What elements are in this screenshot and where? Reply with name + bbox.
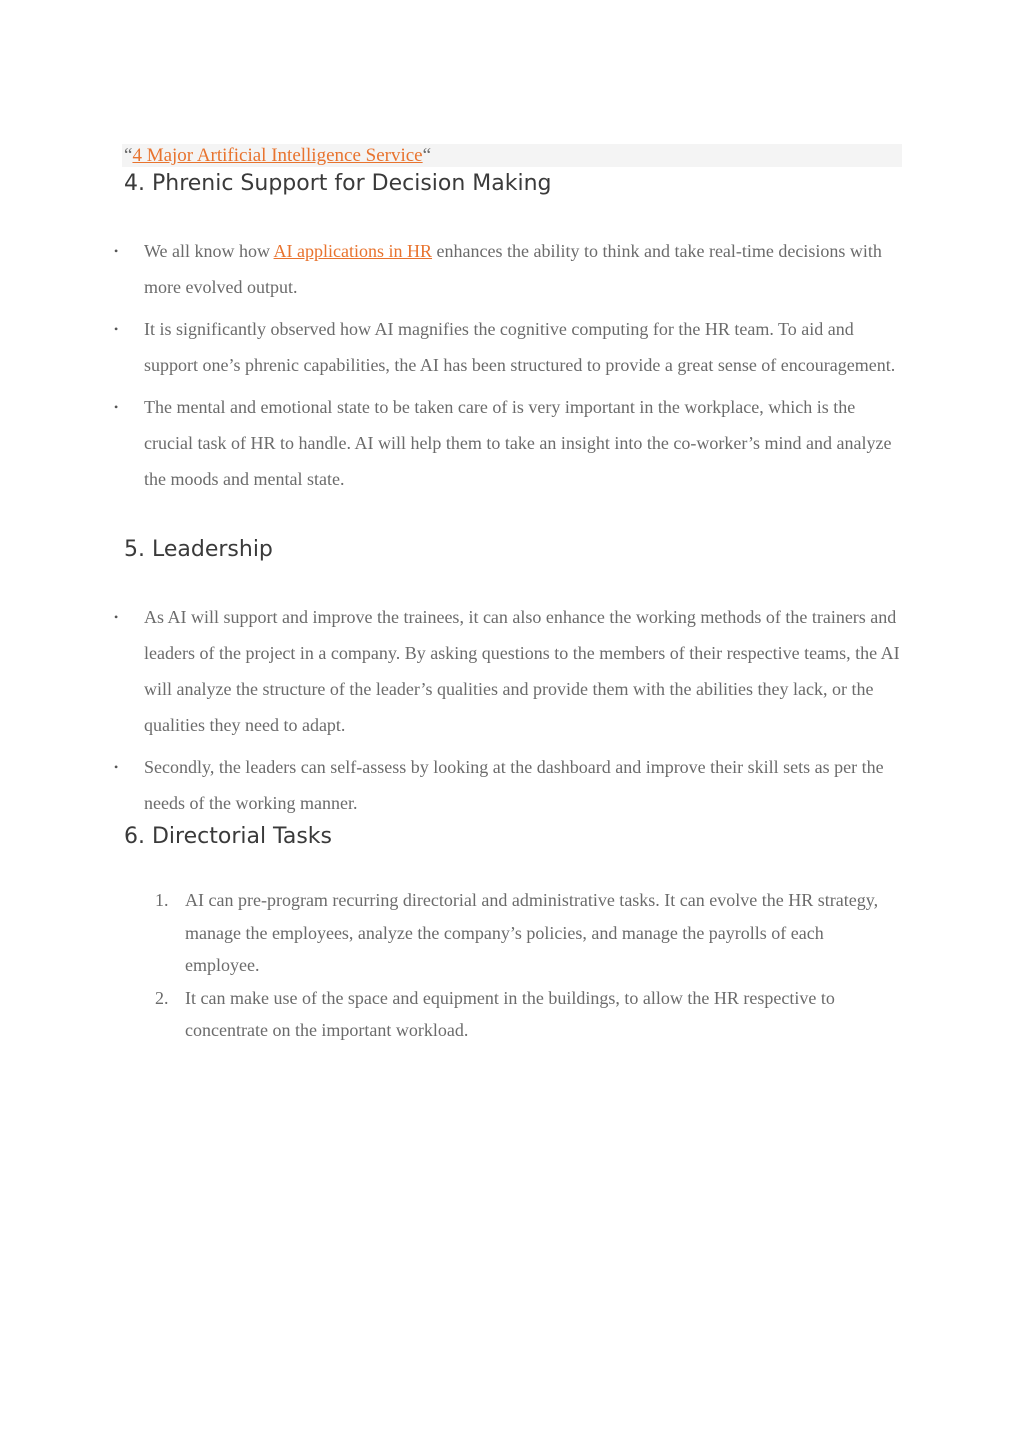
item-number: 2. (155, 987, 169, 1008)
item-number: 1. (155, 890, 169, 910)
directorial-tasks-list (152, 884, 902, 1047)
list-item-text-after: enhances the ability to think and take real-time decisions with more evolved output. (144, 241, 882, 297)
bullet-icon: • (114, 610, 119, 624)
ai-applications-in-hr-link[interactable]: AI applications in HR (273, 241, 433, 261)
numbered-item-text: It can make use of the space and equipment in the buildings, to allow the HR respective to concentrate on the important workload. (185, 987, 835, 1040)
close-quote: “ (422, 145, 432, 166)
list-item-text: The mental and emotional state to be taken care of is very important in the workplace, which is the crucial task of HR to handle. AI will help them to take an insight into the co-worker’s mind and analyze the moods and mental state. (144, 397, 892, 489)
list-item-text: It is significantly observed how AI magnifies the cognitive computing for the HR team. To aid and support one’s phrenic capabilities, the AI has been structured to provide a great sense of encouragement. (144, 319, 896, 375)
leadership-list (112, 599, 902, 827)
major-ai-service-link[interactable]: 4 Major Artificial Intelligence Service (132, 145, 423, 166)
list-item (112, 749, 902, 821)
bullet-icon: • (114, 400, 119, 414)
list-item (112, 389, 902, 497)
bullet-icon: • (114, 244, 119, 258)
section-heading-phrenic-support: 4. Phrenic Support for Decision Making (124, 171, 552, 196)
numbered-item-text: AI can pre-program recurring directorial and administrative tasks. It can evolve the HR strategy, manage the employees, analyze the company’s policies, and manage the payrolls of each employee. (185, 890, 879, 975)
section-heading-directorial-tasks: 6. Directorial Tasks (124, 824, 333, 849)
bullet-icon: • (114, 760, 119, 774)
numbered-item (152, 982, 902, 1047)
open-quote: “ (124, 145, 133, 166)
list-item-text: As AI will support and improve the trainees, it can also enhance the working methods of the trainers and leaders of the project in a company. By asking questions to the members of their respective teams, the AI will analyze the structure of the leader’s qualities and provide them with the abilities they lack, or the qualities they need to adapt. (144, 607, 900, 735)
list-item (112, 311, 902, 383)
list-item-text: Secondly, the leaders can self-assess by looking at the dashboard and improve their skill sets as per the needs of the working manner. (144, 757, 884, 813)
bullet-icon: • (114, 322, 119, 336)
section-heading-leadership: 5. Leadership (124, 537, 273, 562)
list-item (112, 599, 902, 743)
list-item (112, 233, 902, 305)
numbered-item (152, 884, 902, 982)
list-item-text-before: We all know how (144, 241, 274, 261)
phrenic-support-list (112, 233, 902, 503)
reference-quote-bar (122, 144, 902, 167)
